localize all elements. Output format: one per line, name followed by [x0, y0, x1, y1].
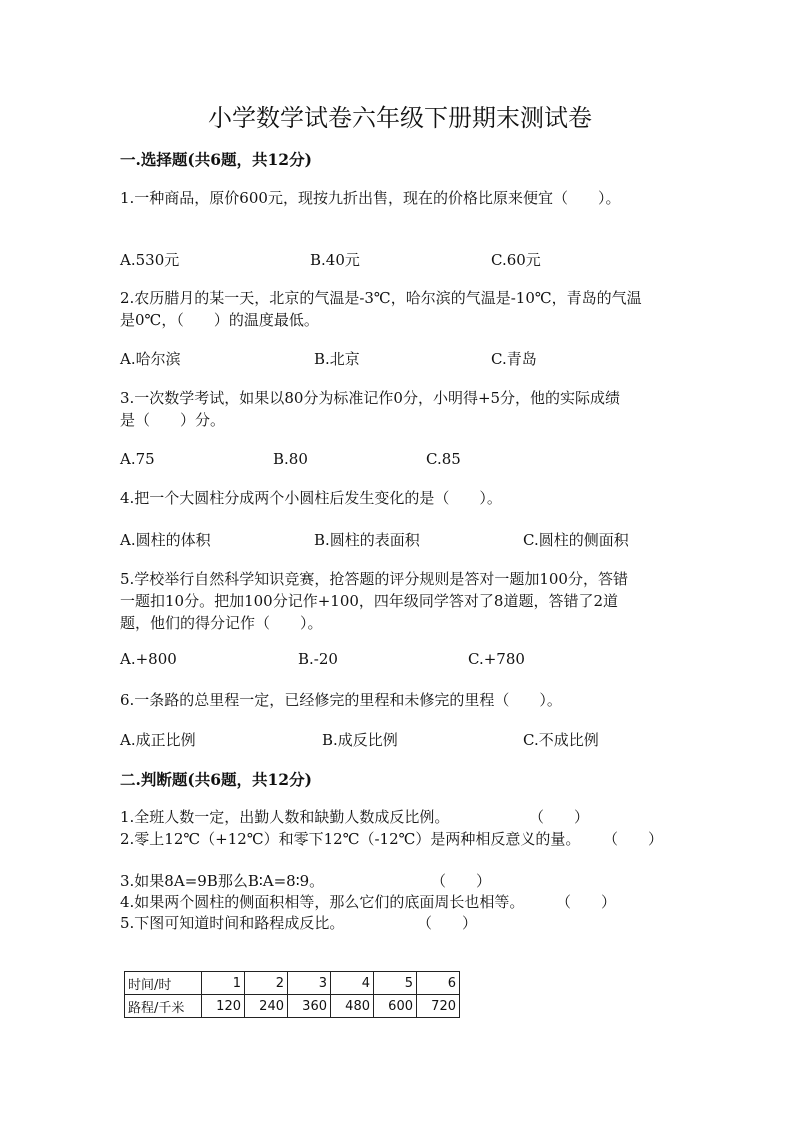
question-1-option-b: B.40元 [310, 251, 360, 269]
question-6-option-b: B.成反比例 [322, 731, 398, 749]
question-4-option-a: A.圆柱的体积 [120, 531, 211, 549]
question-3-option-c: C.85 [426, 450, 461, 468]
table-cell: 720 [417, 995, 460, 1018]
section-heading-multiple-choice: 一.选择题(共6题，共12分) [120, 150, 312, 169]
table-row-distance [125, 995, 460, 1018]
table-cell: 5 [374, 972, 417, 995]
question-3-option-a: A.75 [120, 450, 155, 468]
question-4-option-c: C.圆柱的侧面积 [523, 531, 629, 549]
judgment-1-bracket: （ ） [529, 808, 590, 826]
question-4-option-b: B.圆柱的表面积 [314, 531, 420, 549]
table-cell: 480 [331, 995, 374, 1018]
row-header-time: 时间/时 [125, 972, 202, 995]
table-row-time [125, 972, 460, 995]
question-1: 1.一种商品，原价600元，现按九折出售，现在的价格比原来便宜（ ）。 [120, 189, 621, 207]
judgment-4: 4.如果两个圆柱的侧面积相等，那么它们的底面周长也相等。 [120, 893, 525, 911]
table-cell: 4 [331, 972, 374, 995]
question-3-line-1: 3.一次数学考试，如果以80分为标准记作0分，小明得+5分，他的实际成绩 [120, 389, 621, 407]
page-title: 小学数学试卷六年级下册期末测试卷 [208, 104, 592, 132]
table-cell: 360 [288, 995, 331, 1018]
question-6-option-c: C.不成比例 [523, 731, 599, 749]
judgment-4-bracket: （ ） [556, 893, 617, 911]
table-cell: 600 [374, 995, 417, 1018]
row-header-distance: 路程/千米 [125, 995, 202, 1018]
table-cell: 3 [288, 972, 331, 995]
question-5-option-c: C.+780 [468, 650, 525, 668]
judgment-2: 2.零上12℃（+12℃）和零下12℃（-12℃）是两种相反意义的量。 [120, 830, 581, 848]
judgment-5: 5.下图可知道时间和路程成反比。 [120, 914, 345, 932]
question-1-option-a: A.530元 [120, 251, 180, 269]
section-heading-true-false: 二.判断题(共6题，共12分) [120, 770, 312, 789]
table-cell: 2 [245, 972, 288, 995]
question-1-option-c: C.60元 [491, 251, 541, 269]
table-cell: 1 [202, 972, 245, 995]
table-cell: 6 [417, 972, 460, 995]
question-5-line-3: 题，他们的得分记作（ ）。 [120, 614, 323, 632]
question-5-option-b: B.-20 [298, 650, 338, 668]
judgment-3: 3.如果8A=9B那么B∶A=8∶9。 [120, 872, 325, 890]
question-2-option-b: B.北京 [314, 350, 360, 368]
question-6-option-a: A.成正比例 [120, 731, 196, 749]
question-3-option-b: B.80 [273, 450, 308, 468]
question-4: 4.把一个大圆柱分成两个小圆柱后发生变化的是（ ）。 [120, 489, 502, 507]
judgment-2-bracket: （ ） [603, 830, 664, 848]
judgment-3-bracket: （ ） [431, 872, 492, 890]
question-6: 6.一条路的总里程一定，已经修完的里程和未修完的里程（ ）。 [120, 691, 562, 709]
question-2-line-2: 是0℃，（ ）的温度最低。 [120, 311, 319, 329]
table-cell: 120 [202, 995, 245, 1018]
question-3-line-2: 是（ ）分。 [120, 411, 226, 429]
question-2-option-a: A.哈尔滨 [120, 350, 181, 368]
question-2-line-1: 2.农历腊月的某一天，北京的气温是-3℃，哈尔滨的气温是-10℃，青岛的气温 [120, 289, 642, 307]
question-2-option-c: C.青岛 [491, 350, 537, 368]
judgment-5-bracket: （ ） [417, 914, 478, 932]
table-cell: 240 [245, 995, 288, 1018]
question-5-line-2: 一题扣10分。把加100分记作+100，四年级同学答对了8道题，答错了2道 [120, 592, 619, 610]
time-distance-table [124, 971, 460, 1018]
question-5-option-a: A.+800 [120, 650, 177, 668]
judgment-1: 1.全班人数一定，出勤人数和缺勤人数成反比例。 [120, 808, 450, 826]
question-5-line-1: 5.学校举行自然科学知识竞赛，抢答题的评分规则是答对一题加100分，答错 [120, 570, 628, 588]
